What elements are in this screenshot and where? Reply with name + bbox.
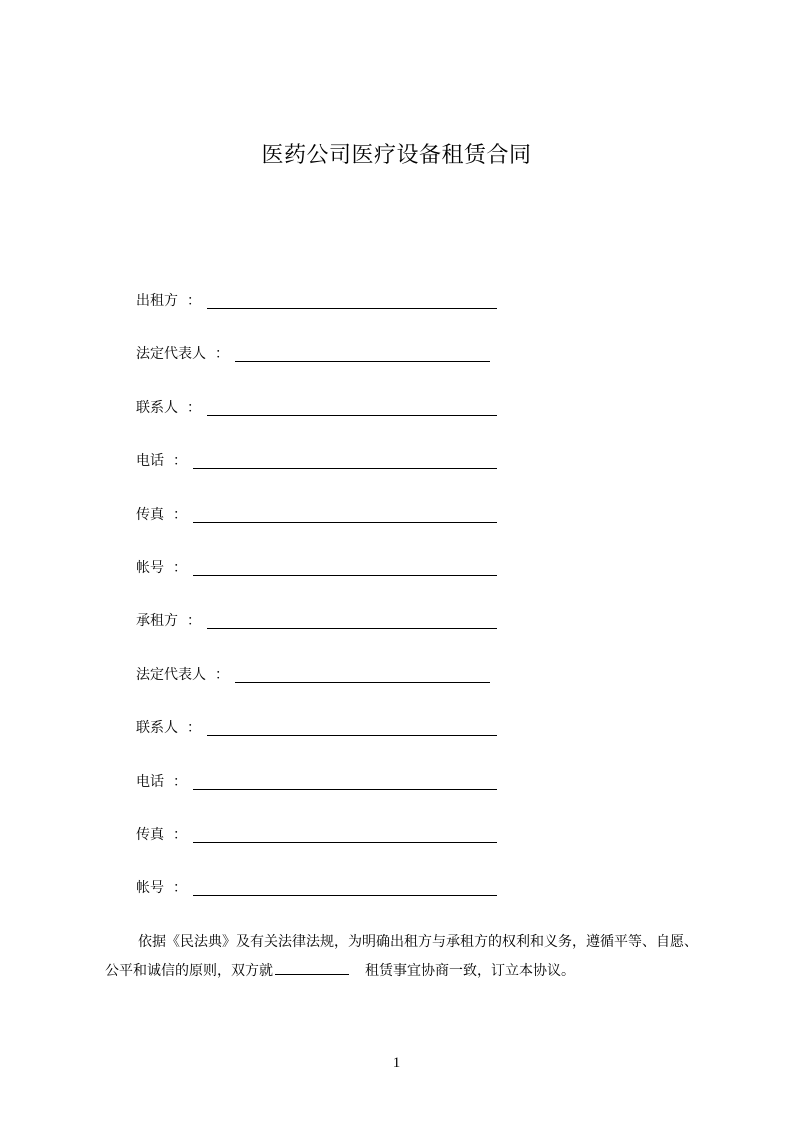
- lessee-account-row: [136, 871, 516, 924]
- lessor-account-blank[interactable]: [193, 551, 497, 576]
- party-fields: [136, 284, 516, 925]
- lessee-name-blank[interactable]: [207, 604, 497, 629]
- field-colon: ：: [173, 453, 187, 470]
- lessor-phone-row: [136, 444, 516, 497]
- lessee-legal-rep-row: [136, 658, 516, 711]
- field-colon: ：: [173, 773, 187, 790]
- field-label: 传真: [136, 826, 164, 843]
- lease-subject-blank[interactable]: [275, 959, 349, 975]
- field-colon: ：: [173, 880, 187, 897]
- lessee-name-row: [136, 604, 516, 657]
- lessee-account-blank[interactable]: [193, 871, 497, 896]
- lessor-name-row: [136, 284, 516, 337]
- field-label: 电话: [136, 773, 164, 790]
- lessor-contact-row: [136, 391, 516, 444]
- field-label: 法定代表人: [136, 666, 206, 683]
- lessor-fax-row: [136, 498, 516, 551]
- field-colon: ：: [215, 346, 229, 363]
- field-colon: ：: [187, 293, 201, 309]
- preamble-text-part1: 依据《民法典》及有关法律法规，为明确出租方与承租方的权利和义务，遵循平等、自愿、公平和诚信的原则，双方就: [105, 934, 698, 979]
- field-colon: ：: [173, 559, 187, 576]
- lessor-account-row: [136, 551, 516, 604]
- lessor-phone-blank[interactable]: [193, 444, 497, 469]
- lessor-contact-blank[interactable]: [207, 391, 497, 416]
- field-colon: ：: [187, 613, 201, 630]
- lessee-fax-row: [136, 818, 516, 871]
- lessor-legal-rep-blank[interactable]: [235, 337, 490, 362]
- lessee-contact-blank[interactable]: [207, 711, 497, 736]
- field-label: 联系人: [136, 399, 178, 416]
- document-title: 医药公司医疗设备租赁合同: [261, 143, 532, 168]
- field-colon: ：: [173, 826, 187, 843]
- lessee-fax-blank[interactable]: [193, 818, 497, 843]
- field-colon: ：: [187, 399, 201, 416]
- field-colon: ：: [215, 666, 229, 683]
- lessor-legal-rep-row: [136, 337, 516, 390]
- field-label: 联系人: [136, 720, 178, 737]
- field-label: 法定代表人: [136, 346, 206, 363]
- field-label: 传真: [136, 506, 164, 523]
- lessor-fax-blank[interactable]: [193, 498, 497, 523]
- preamble-paragraph: [105, 928, 705, 986]
- field-label: 电话: [136, 453, 164, 470]
- field-label: 帐号: [136, 559, 164, 576]
- lessee-legal-rep-blank[interactable]: [235, 658, 490, 683]
- lessee-phone-row: [136, 765, 516, 818]
- preamble-text-part2: 租赁事宜协商一致，订立本协议。: [365, 963, 575, 979]
- page-number: 1: [392, 1055, 401, 1071]
- lessee-contact-row: [136, 711, 516, 764]
- field-colon: ：: [173, 506, 187, 523]
- lessor-name-blank[interactable]: [207, 284, 497, 309]
- field-label: 帐号: [136, 880, 164, 897]
- field-label: 承租方: [136, 613, 178, 630]
- lessee-phone-blank[interactable]: [193, 765, 497, 790]
- field-colon: ：: [187, 720, 201, 737]
- field-label: 出租方: [136, 293, 178, 309]
